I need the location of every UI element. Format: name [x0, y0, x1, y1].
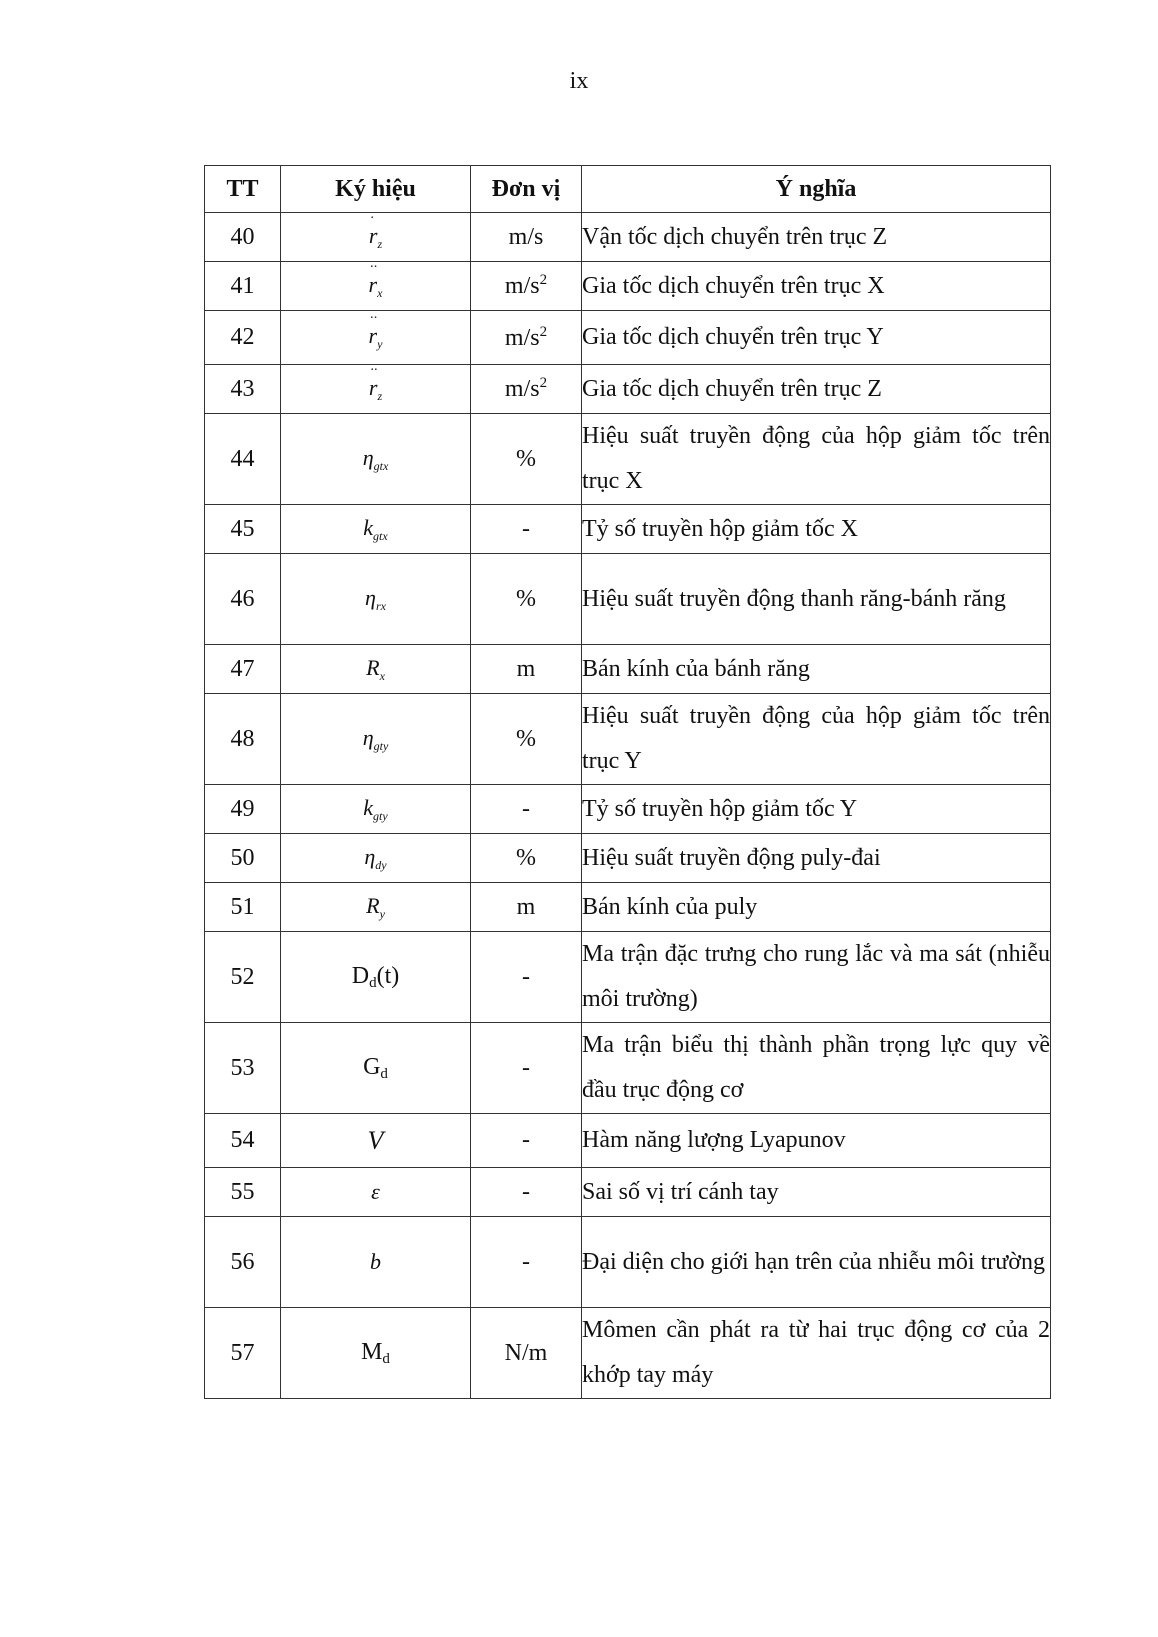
row-tt: 57 — [205, 1308, 281, 1399]
header-tt: TT — [205, 166, 281, 213]
row-meaning: Bán kính của puly — [582, 883, 1051, 932]
table-row — [205, 834, 1051, 883]
table-row — [205, 262, 1051, 311]
row-symbol — [281, 311, 471, 365]
row-symbol — [281, 1217, 471, 1308]
table-row — [205, 554, 1051, 645]
row-symbol — [281, 694, 471, 785]
row-unit: - — [471, 1168, 582, 1217]
row-tt: 42 — [205, 311, 281, 365]
row-symbol — [281, 645, 471, 694]
row-tt: 47 — [205, 645, 281, 694]
symbol-sub: gty — [373, 738, 389, 753]
row-meaning: Hiệu suất truyền động thanh răng-bánh răng — [582, 554, 1051, 645]
table-row — [205, 1217, 1051, 1308]
row-tt: 54 — [205, 1114, 281, 1168]
row-unit: % — [471, 694, 582, 785]
row-unit: - — [471, 785, 582, 834]
table-row — [205, 932, 1051, 1023]
row-meaning: Gia tốc dịch chuyển trên trục Z — [582, 365, 1051, 414]
row-unit — [471, 262, 582, 311]
row-meaning: Gia tốc dịch chuyển trên trục Y — [582, 311, 1051, 365]
unit-sup: 2 — [539, 375, 548, 391]
row-tt: 44 — [205, 414, 281, 505]
symbol-sub: y — [379, 906, 385, 921]
row-unit — [471, 365, 582, 414]
table-row — [205, 213, 1051, 262]
table-row — [205, 311, 1051, 365]
row-symbol — [281, 414, 471, 505]
symbol-sub: d — [382, 1350, 390, 1367]
row-symbol — [281, 362, 471, 414]
row-tt: 40 — [205, 213, 281, 262]
row-symbol — [281, 259, 471, 311]
symbol-main: b — [370, 1248, 381, 1274]
row-unit: - — [471, 1217, 582, 1308]
row-unit: - — [471, 1023, 582, 1114]
symbol-main: r — [368, 374, 378, 400]
symbol-main: r — [368, 323, 378, 348]
table-row — [205, 645, 1051, 694]
symbol-main: r — [368, 271, 378, 297]
row-meaning: Tỷ số truyền hộp giảm tốc Y — [582, 785, 1051, 834]
symbol-main: k — [363, 514, 374, 540]
table-row — [205, 1114, 1051, 1168]
row-meaning: Mômen cần phát ra từ hai trục động cơ của 2 khớp tay máy — [582, 1308, 1051, 1399]
symbol-sub: gtx — [373, 458, 389, 473]
header-symbol: Ký hiệu — [281, 166, 471, 213]
symbol-main: M — [361, 1338, 383, 1365]
row-tt: 48 — [205, 694, 281, 785]
symbol-main: R — [366, 892, 380, 918]
symbol-main: η — [365, 584, 376, 610]
table-row — [205, 365, 1051, 414]
row-symbol — [281, 1114, 471, 1168]
table-row — [205, 505, 1051, 554]
row-meaning: Vận tốc dịch chuyển trên trục Z — [582, 213, 1051, 262]
row-unit: % — [471, 414, 582, 505]
row-symbol — [281, 554, 471, 645]
symbol-dots: · — [369, 210, 374, 226]
row-unit — [471, 311, 582, 365]
row-tt: 52 — [205, 932, 281, 1023]
row-meaning: Ma trận biểu thị thành phần trọng lực quy về đầu trục động cơ — [582, 1023, 1051, 1114]
symbol-sub: x — [377, 285, 383, 300]
symbol-sub: y — [377, 337, 383, 351]
row-tt: 46 — [205, 554, 281, 645]
symbol-main: η — [362, 724, 374, 750]
unit-sup: 2 — [539, 272, 548, 288]
row-meaning: Ma trận đặc trưng cho rung lắc và ma sát (nhiễu môi trường) — [582, 932, 1051, 1023]
header-unit: Đơn vị — [471, 166, 582, 213]
unit-main: m/s — [508, 223, 544, 250]
table-row — [205, 414, 1051, 505]
symbol-tail: (t) — [376, 962, 400, 989]
table-header-row — [205, 166, 1051, 213]
row-meaning: Hiệu suất truyền động của hộp giảm tốc trên trục X — [582, 414, 1051, 505]
row-tt: 53 — [205, 1023, 281, 1114]
unit-main: m/s — [504, 324, 540, 351]
row-meaning: Đại diện cho giới hạn trên của nhiễu môi trường — [582, 1217, 1051, 1308]
symbol-sub: z — [377, 388, 383, 403]
symbol-main: G — [363, 1053, 381, 1080]
row-tt: 56 — [205, 1217, 281, 1308]
symbol-main: D — [351, 962, 370, 989]
symbol-dots: ·· — [369, 311, 377, 326]
symbol-sub: gtx — [373, 528, 388, 543]
row-symbol — [281, 883, 471, 932]
row-unit: % — [471, 554, 582, 645]
row-meaning: Hàm năng lượng Lyapunov — [582, 1114, 1051, 1168]
table-row — [205, 1023, 1051, 1114]
symbol-main: ε — [371, 1178, 380, 1204]
row-meaning: Tỷ số truyền hộp giảm tốc X — [582, 505, 1051, 554]
header-meaning: Ý nghĩa — [582, 166, 1051, 213]
table-row — [205, 1168, 1051, 1217]
row-tt: 45 — [205, 505, 281, 554]
symbol-sub: z — [377, 236, 383, 251]
row-unit: % — [471, 834, 582, 883]
row-meaning: Hiệu suất truyền động của hộp giảm tốc trên trục Y — [582, 694, 1051, 785]
table-row — [205, 1308, 1051, 1399]
row-symbol — [281, 1023, 471, 1114]
row-unit: - — [471, 505, 582, 554]
symbol-main: r — [368, 222, 378, 248]
unit-main: m/s — [504, 376, 540, 402]
row-symbol — [281, 210, 471, 262]
table-row — [205, 785, 1051, 834]
row-symbol — [281, 505, 471, 554]
row-unit: m — [471, 883, 582, 932]
symbol-sub: rx — [375, 598, 386, 613]
symbol-sub: gty — [373, 808, 388, 823]
row-tt: 49 — [205, 785, 281, 834]
symbol-main: R — [366, 654, 380, 680]
row-symbol — [281, 932, 471, 1023]
page-number: ix — [569, 68, 589, 94]
row-symbol — [281, 1308, 471, 1399]
symbol-sub: d — [380, 1065, 388, 1082]
row-unit: N/m — [471, 1308, 582, 1399]
symbol-sub: d — [369, 974, 377, 991]
row-tt: 55 — [205, 1168, 281, 1217]
row-meaning: Bán kính của bánh răng — [582, 645, 1051, 694]
table-row — [205, 883, 1051, 932]
row-symbol — [281, 1168, 471, 1217]
symbol-table — [204, 165, 1051, 1399]
symbol-main: η — [364, 843, 376, 869]
row-symbol — [281, 834, 471, 883]
unit-sup: 2 — [539, 323, 548, 340]
row-tt: 43 — [205, 365, 281, 414]
row-symbol — [281, 785, 471, 834]
row-unit: - — [471, 932, 582, 1023]
row-tt: 41 — [205, 262, 281, 311]
row-unit: m — [471, 645, 582, 694]
symbol-sub: x — [379, 668, 385, 683]
symbol-main: V — [367, 1125, 384, 1155]
row-unit — [471, 213, 582, 262]
row-meaning: Gia tốc dịch chuyển trên trục X — [582, 262, 1051, 311]
symbol-dots: ·· — [369, 259, 377, 275]
row-meaning: Hiệu suất truyền động puly-đai — [582, 834, 1051, 883]
symbol-main: k — [363, 794, 374, 820]
symbol-main: η — [362, 444, 374, 470]
row-unit: - — [471, 1114, 582, 1168]
row-tt: 50 — [205, 834, 281, 883]
symbol-sub: dy — [375, 857, 387, 872]
table-row — [205, 694, 1051, 785]
symbol-dots: ·· — [369, 362, 378, 378]
unit-main: m/s — [504, 273, 540, 299]
row-meaning: Sai số vị trí cánh tay — [582, 1168, 1051, 1217]
row-tt: 51 — [205, 883, 281, 932]
